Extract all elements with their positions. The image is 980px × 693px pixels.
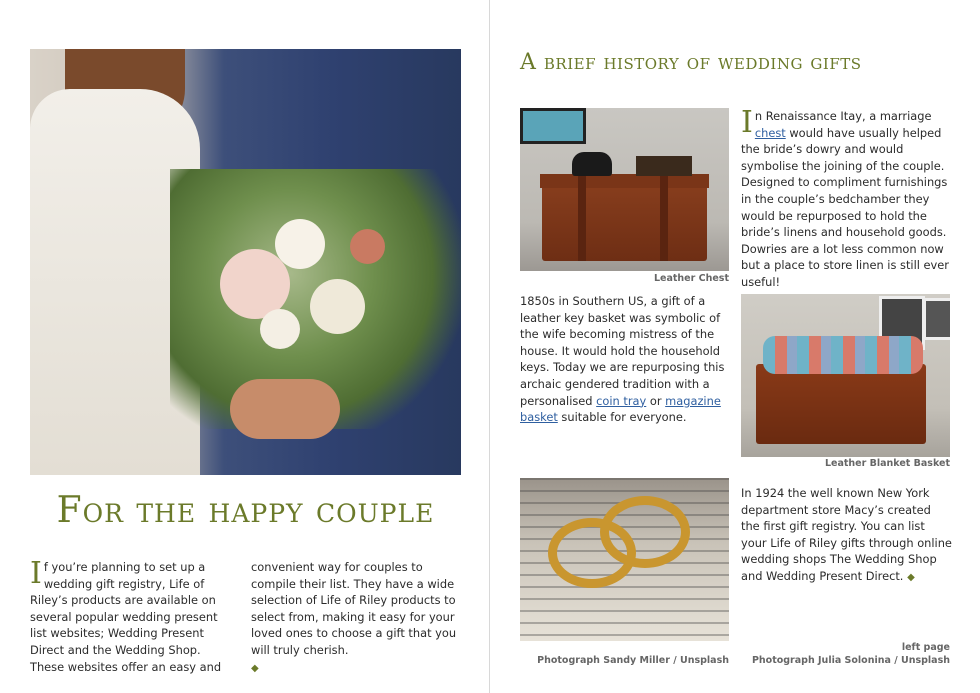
blanket [763, 336, 923, 374]
chest-strap [660, 176, 668, 261]
para-text: 1850s in Southern US, a gift of a leather key basket was symbolic of the wife becoming mistress of the house. It would hold the household keys. Today we are repurposing this archaic gendered tradition with a personalised [520, 294, 725, 408]
intro-column-2 [251, 559, 457, 677]
basket-caption: Leather Blanket Basket [824, 458, 950, 469]
wedding-rings-photo [520, 478, 729, 641]
photo-credit-2: Photograph Julia Solonina / Unsplash [751, 655, 950, 666]
small-box [636, 156, 692, 176]
para-text: suitable for everyone. [557, 410, 687, 425]
leather-chest-photo [520, 108, 729, 271]
basket-body [756, 364, 926, 444]
para-text: would have usually helped the bride’s dowry and would symbolise the joining of the couple. Designed to compliment furnishings in the couple’s bedchamber they would be repurposed to hold the bride’s linens and household goods. Dowries are a lot less common now but a place to store linen is still ever useful! [741, 125, 949, 289]
para-text: In 1924 the well known New York department store Macy’s created the first gift registry. You can list your Life of Riley gifts through online wedding shops The Wedding Shop and Wedding Present Direct. [741, 486, 952, 583]
intro-text-1: f you’re planning to set up a wedding gift registry, Life of Riley’s products are available on several popular wedding present list websites; Wedding Present Direct and the Wedding Shop. These websites offer an easy and [30, 560, 222, 674]
chest-strap [578, 176, 586, 261]
photo-credit-1: Photograph Sandy Miller / Unsplash [537, 655, 729, 666]
intro-column-1 [30, 556, 236, 675]
page-note: left page [901, 642, 950, 653]
gold-ring [600, 496, 690, 568]
para-text: or [646, 393, 666, 408]
magazine-basket-link[interactable]: magazine basket [520, 393, 721, 425]
paragraph-1924 [741, 485, 953, 587]
end-mark-icon: ◆ [251, 662, 259, 674]
white-flower [260, 309, 300, 349]
chest-lid [540, 174, 709, 188]
leather-blanket-basket-photo [741, 294, 950, 457]
white-flower [275, 219, 325, 269]
hand [230, 379, 340, 439]
orange-flower [350, 229, 385, 264]
chest-body [542, 176, 707, 261]
paragraph-renaissance [741, 105, 953, 291]
page-divider [489, 0, 490, 693]
couple-bouquet-photo [30, 49, 461, 475]
section-title: A brief history of wedding gifts [520, 50, 862, 75]
wall-frame [520, 108, 586, 144]
paragraph-1850s [520, 293, 732, 426]
chest-caption: Leather Chest [653, 273, 729, 284]
page-title: For the happy couple [56, 490, 435, 531]
para-text: n Renaissance Itay, a marriage [754, 109, 932, 123]
bowler-hat [572, 152, 612, 176]
drop-cap: I [30, 556, 42, 591]
end-mark-icon: ◆ [907, 571, 915, 583]
coin-tray-link[interactable]: coin tray [596, 393, 647, 408]
intro-text-2: convenient way for couples to compile their list. They have a wide selection of Life of Riley products to select from, making it easy for your loved ones to choose a gift that you will truly cherish. [251, 560, 457, 657]
wall-photo [923, 298, 950, 340]
white-flower [310, 279, 365, 334]
drop-cap: I [741, 105, 753, 140]
chest-link[interactable]: chest [754, 125, 786, 140]
